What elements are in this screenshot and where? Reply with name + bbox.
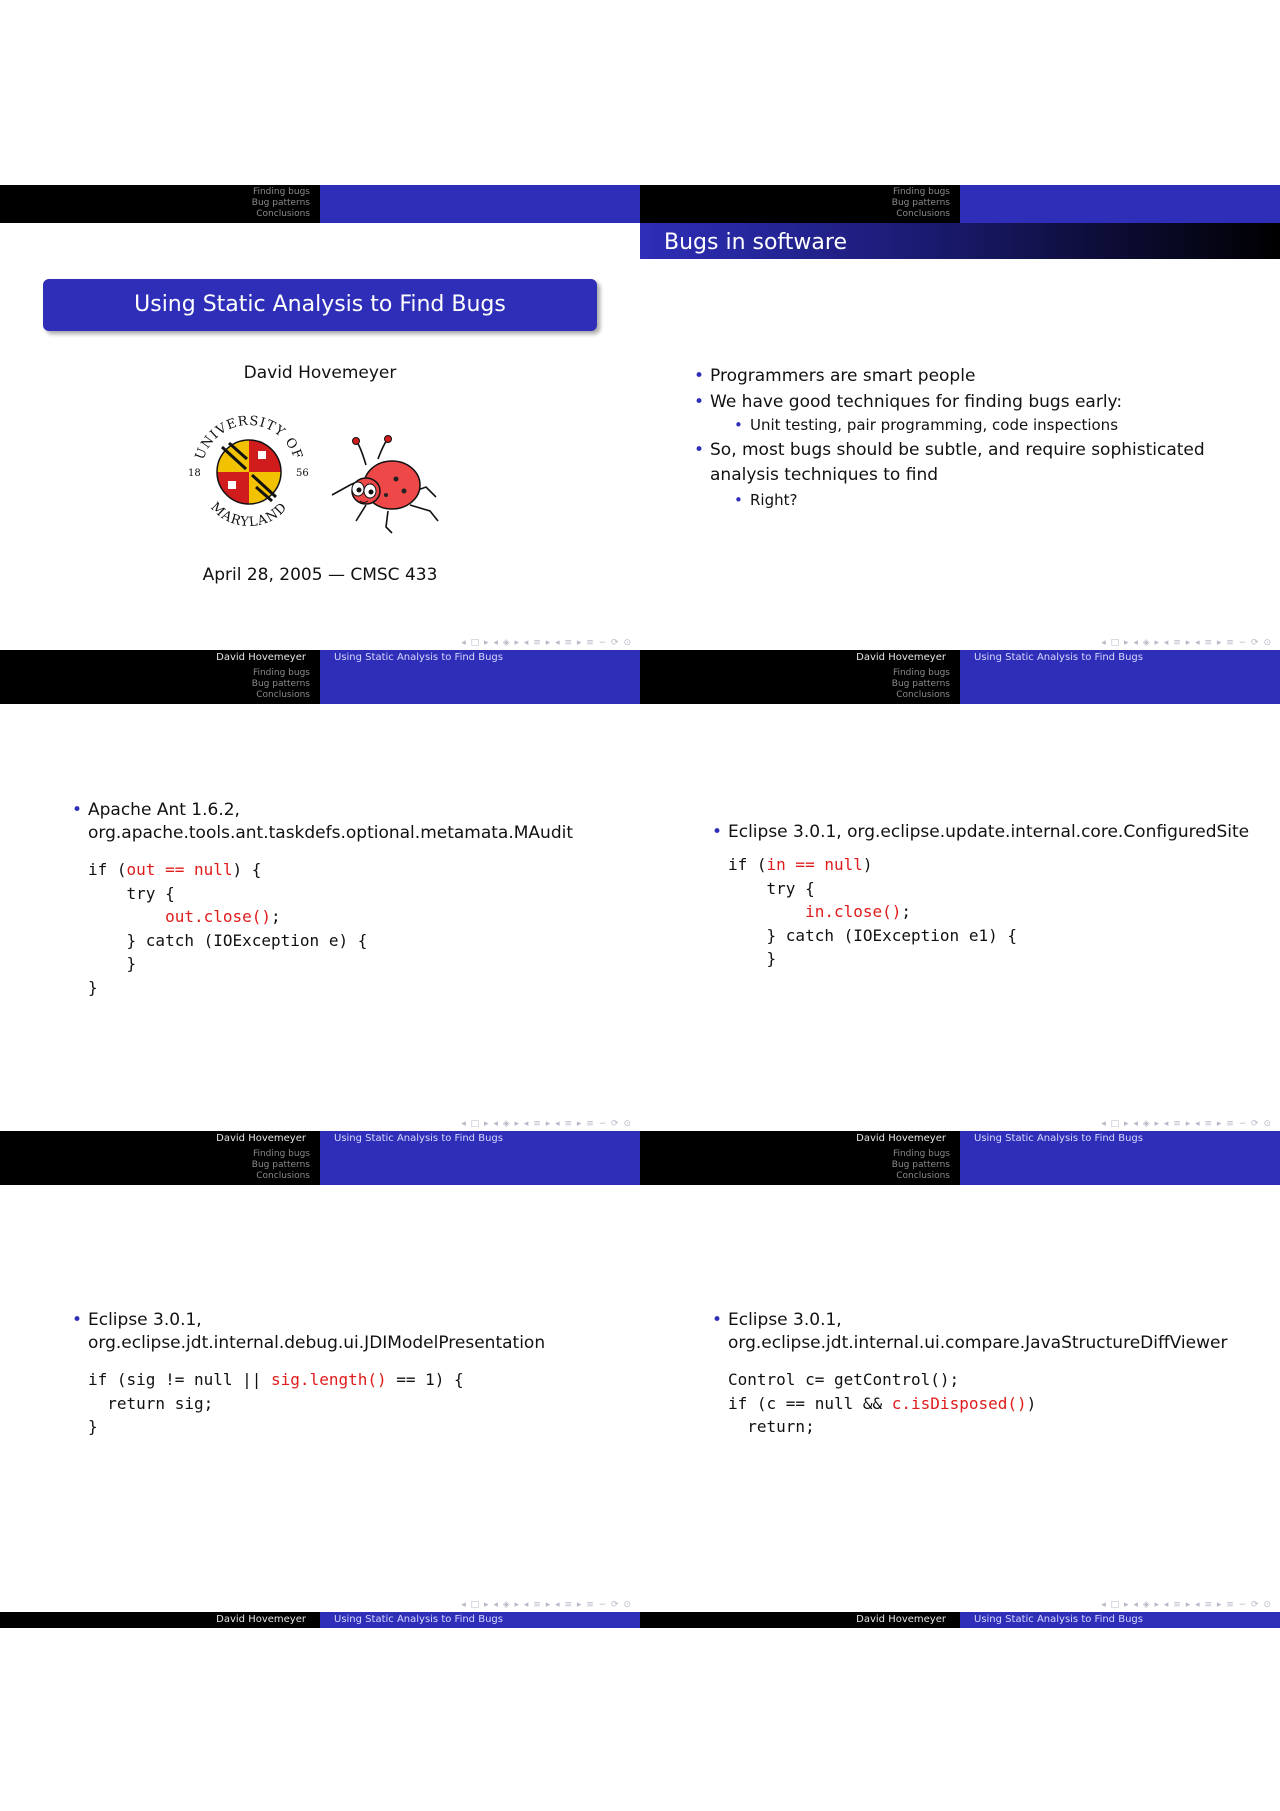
svg-text:MARYLAND: MARYLAND (207, 499, 291, 531)
footer-bar (0, 1131, 640, 1147)
code-snippet: if (in == null) try { in.close(); } catch (IOException e1) { } (728, 855, 1017, 968)
source-project: • Eclipse 3.0.1, (728, 1310, 842, 1330)
footer-bar (0, 650, 640, 666)
footer-bar (0, 1612, 640, 1628)
nav-section-conclusions[interactable]: Conclusions (256, 209, 310, 219)
bug-mascot-icon (326, 435, 446, 535)
footer-author: David Hovemeyer (856, 1614, 946, 1625)
bug-highlight: sig.length() (271, 1370, 387, 1389)
nav-section-bug-patterns[interactable]: Bug patterns (891, 679, 950, 689)
footer-title: Using Static Analysis to Find Bugs (974, 1614, 1143, 1625)
nav-section-finding-bugs[interactable]: Finding bugs (892, 187, 950, 197)
svg-text:56: 56 (296, 468, 309, 479)
code-snippet: if (sig != null || sig.length() == 1) { return sig; } (88, 1370, 464, 1436)
slide-3 (0, 666, 640, 1147)
footer-author: David Hovemeyer (216, 1614, 306, 1625)
university-seal (184, 407, 314, 537)
bullet-source (710, 1309, 1280, 1355)
nav-section-conclusions[interactable]: Conclusions (896, 209, 950, 219)
nav-section-finding-bugs[interactable]: Finding bugs (892, 668, 950, 678)
bug-highlight: out.close() (165, 907, 272, 926)
list-item: • We have good techniques for finding bugs early: (692, 391, 1272, 413)
bug-highlight: in == null (766, 855, 863, 874)
source-class: • Eclipse 3.0.1, org.eclipse.update.internal.core.ConfiguredSite (728, 822, 1250, 842)
footer-title: Using Static Analysis to Find Bugs (334, 1133, 503, 1144)
nav-section-bug-patterns[interactable]: Bug patterns (251, 1160, 310, 1170)
nav-section-bug-patterns[interactable]: Bug patterns (251, 679, 310, 689)
nav-section-finding-bugs[interactable]: Finding bugs (252, 668, 310, 678)
nav-section-bug-patterns[interactable]: Bug patterns (891, 198, 950, 208)
footer-bar (640, 650, 1280, 666)
header-bar (640, 185, 1280, 223)
header-bar (0, 666, 640, 704)
nav-section-bug-patterns[interactable]: Bug patterns (891, 1160, 950, 1170)
footer-bar (640, 1612, 1280, 1628)
header-bar (640, 666, 1280, 704)
footer-title: Using Static Analysis to Find Bugs (974, 652, 1143, 663)
beamer-nav-icons[interactable]: ◂ □ ▸ ◂ ◈ ▸ ◂ ≡ ▸ ◂ ≡ ▸ ≡ ∽ ⟳ ⊙ (1101, 638, 1272, 648)
footer-author: David Hovemeyer (216, 652, 306, 663)
slide-4 (640, 666, 1280, 1147)
nav-section-bug-patterns[interactable]: Bug patterns (251, 198, 310, 208)
header-bar (0, 1147, 640, 1185)
frame-title-bar (640, 223, 1280, 259)
source-project: • Apache Ant 1.6.2, (88, 800, 240, 820)
source-class: org.eclipse.jdt.internal.ui.compare.JavaStructureDiffViewer (728, 1333, 1228, 1353)
list-item-sub: • Right? (692, 490, 1272, 510)
footer-title: Using Static Analysis to Find Bugs (334, 1614, 503, 1625)
presentation-date: April 28, 2005 — CMSC 433 (202, 565, 438, 585)
slide-2 (640, 185, 1280, 666)
bug-highlight: out == null (126, 860, 233, 879)
nav-section-finding-bugs[interactable]: Finding bugs (252, 1149, 310, 1159)
source-class: org.eclipse.jdt.internal.debug.ui.JDIModelPresentation (88, 1333, 546, 1353)
svg-text:UNIVERSITY OF: UNIVERSITY OF (192, 413, 306, 462)
nav-section-conclusions[interactable]: Conclusions (256, 1171, 310, 1181)
svg-text:18: 18 (188, 468, 201, 479)
header-bar (0, 185, 640, 223)
list-item-continuation: analysis techniques to find (710, 465, 939, 485)
list-item: • So, most bugs should be subtle, and require sophisticated (692, 439, 1272, 461)
slide-title: Using Static Analysis to Find Bugs (43, 279, 597, 331)
seal-graphic (184, 407, 314, 537)
list-item-sub: • Unit testing, pair programming, code inspections (692, 415, 1272, 435)
list-item: • Programmers are smart people (692, 365, 1272, 387)
footer-bar (640, 1131, 1280, 1147)
nav-section-conclusions[interactable]: Conclusions (256, 690, 310, 700)
code-snippet: if (out == null) { try { out.close(); } catch (IOException e) { } } (88, 860, 368, 997)
source-class: org.apache.tools.ant.taskdefs.optional.metamata.MAudit (88, 823, 574, 843)
source-project: • Eclipse 3.0.1, (88, 1310, 202, 1330)
footer-author: David Hovemeyer (216, 1133, 306, 1144)
frame-title: Bugs in software (664, 230, 847, 255)
footer-title: Using Static Analysis to Find Bugs (974, 1133, 1143, 1144)
code-snippet: Control c= getControl(); if (c == null && c.isDisposed()) return; (728, 1370, 1037, 1436)
beamer-nav-icons[interactable]: ◂ □ ▸ ◂ ◈ ▸ ◂ ≡ ▸ ◂ ≡ ▸ ≡ ∽ ⟳ ⊙ (1101, 1119, 1272, 1129)
bullet-source (70, 799, 640, 845)
bullet-source (70, 1309, 640, 1355)
bug-highlight: in.close() (805, 902, 902, 921)
beamer-nav-icons[interactable]: ◂ □ ▸ ◂ ◈ ▸ ◂ ≡ ▸ ◂ ≡ ▸ ≡ ∽ ⟳ ⊙ (1101, 1600, 1272, 1610)
author-name: David Hovemeyer (243, 363, 397, 383)
nav-section-conclusions[interactable]: Conclusions (896, 690, 950, 700)
nav-section-finding-bugs[interactable]: Finding bugs (892, 1149, 950, 1159)
slide-1 (0, 185, 640, 666)
footer-author: David Hovemeyer (856, 1133, 946, 1144)
beamer-nav-icons[interactable]: ◂ □ ▸ ◂ ◈ ▸ ◂ ≡ ▸ ◂ ≡ ▸ ≡ ∽ ⟳ ⊙ (461, 1119, 632, 1129)
nav-section-finding-bugs[interactable]: Finding bugs (252, 187, 310, 197)
bullet-source (710, 821, 1280, 844)
footer-title: Using Static Analysis to Find Bugs (334, 652, 503, 663)
bullet-list (692, 365, 1272, 461)
bug-highlight: c.isDisposed() (891, 1393, 1027, 1413)
footer-author: David Hovemeyer (856, 652, 946, 663)
beamer-nav-icons[interactable]: ◂ □ ▸ ◂ ◈ ▸ ◂ ≡ ▸ ◂ ≡ ▸ ≡ ∽ ⟳ ⊙ (461, 1600, 632, 1610)
beamer-nav-icons[interactable]: ◂ □ ▸ ◂ ◈ ▸ ◂ ≡ ▸ ◂ ≡ ▸ ≡ ∽ ⟳ ⊙ (461, 638, 632, 648)
slide-6 (640, 1147, 1280, 1628)
nav-section-conclusions[interactable]: Conclusions (896, 1171, 950, 1181)
header-bar (640, 1147, 1280, 1185)
slide-5 (0, 1147, 640, 1628)
